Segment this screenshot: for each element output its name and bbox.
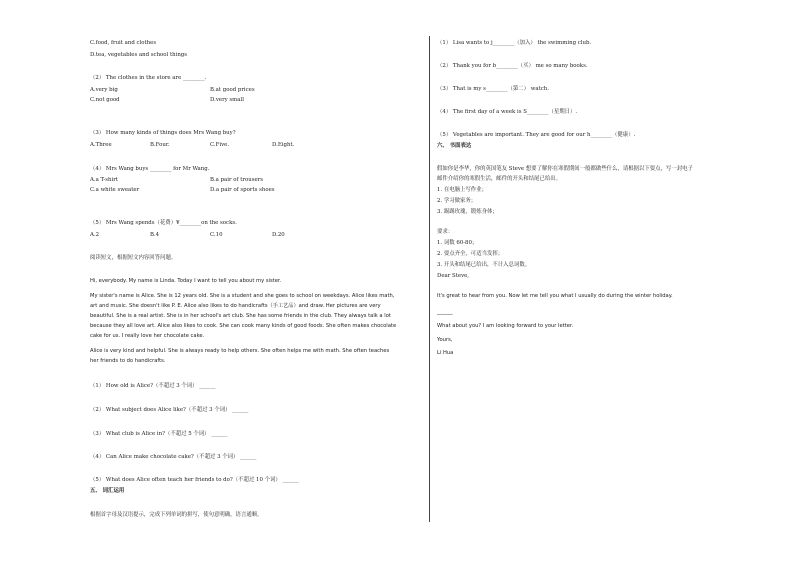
passage-line-5: because they all love art. Alice also likes to cook. She can cook many kinds of good foods. She often makes chocolate [90,323,397,329]
q1-option-c: C.food, fruit and clothes [90,40,157,46]
passage-line-6: cake for us. I really love her chocolate cake. [90,333,205,339]
writing-point-3: 3. 踢踢玫瑰，锻炼身体； [437,209,498,215]
writing-point-2: 2. 学习做家务； [437,198,477,204]
vocab-question-5: （5） Vegetables are important. They are good for our h________（健康）. [437,132,636,138]
section-5-title: 五、 词汇运用 [90,488,125,494]
reading-instruction: 阅读短文，根据短文内容回答问题。 [90,255,177,261]
q3-option-d: D.Eight. [272,142,295,148]
passage-line-1: Hi, everybody. My name is Linda. Today I want to tell you about my sister. [90,278,282,284]
q4-option-b: B.a pair of trousers [210,177,263,183]
q3-option-b: B.Four. [150,142,170,148]
vocab-question-4: （4） The first day of a week is S________（星期日）. [437,109,578,115]
letter-opening: It's great to hear from you. Now let me tell you what I usually do during the winter holiday. [437,293,673,299]
q5-option-c: C.10 [210,232,223,238]
vocab-question-1: （1） Lisa wants to j________（加入） the swimming club. [437,40,592,46]
q5-option-b: B.4 [150,232,160,238]
reading-question-5: （5） What does Alice often teach her friends to do?（不超过 10 个词） ______ [90,477,299,483]
letter-blank: ______ [437,309,453,315]
q2-option-d: D.very small [210,97,244,103]
q4-option-c: C.a white sweater [90,187,140,193]
q5-stem: （5） Mrs Wang spends（花费）¥________on the socks. [90,220,237,226]
passage-line-2: My sister's name is Alice. She is 12 years old. She is a student and she goes to school on weekdays. Alice likes math, [90,293,395,299]
q2-option-a: A.very big [90,87,118,93]
q2-option-b: B.at good prices [210,87,255,93]
writing-prompt-line-2: 邮件介绍你的寒假生活，邮件的开头和结尾已给出。 [437,176,561,182]
q5-option-a: A.2 [90,232,100,238]
requirements-title: 要求： [437,229,454,235]
column-divider [429,36,430,522]
q4-stem: （4） Mrs Wang buys ________ for Mr Wang. [90,166,210,172]
writing-point-1: 1. 在电脑上写作业； [437,187,487,193]
passage-line-8: her friends to do handicrafts. [90,358,166,364]
q1-option-d: D.tea, vegetables and school things [90,52,188,58]
requirement-3: 3. 开头和结尾已给出，不计入总词数。 [437,262,531,268]
q2-stem: （2） The clothes in the store are ________. [90,75,207,81]
writing-prompt-line-1: 假如你是李华，你的英国笔友 Steve 想要了解你在寒假期间一般都做些什么，请根据以下要点，写一封电子 [437,166,693,172]
reading-question-3: （3） What club is Alice in?（不超过 5 个词） ______ [90,431,228,437]
passage-line-7: Alice is very kind and helpful. She is always ready to help others. She often helps me with math. She often teaches [90,348,390,354]
reading-question-1: （1） How old is Alice?（不超过 3 个词） ______ [90,383,216,389]
letter-closing-question: What about you? I am looking forward to your letter. [437,323,574,329]
reading-question-4: （4） Can Alice make chocolate cake?（不超过 3 个词） ______ [90,454,257,460]
section-6-title: 六、 书面表达 [437,143,472,149]
vocab-question-3: （3） That is my s________（第二） watch. [437,86,549,92]
reading-question-2: （2） What subject does Alice like?（不超过 3 个词） ______ [90,407,249,413]
q5-option-d: D.20 [272,232,285,238]
vocab-question-2: （2） Thank you for b________（买） me so many books. [437,63,588,69]
q3-option-c: C.Five. [210,142,230,148]
letter-name: Li Hua [437,350,454,356]
q4-option-a: A.a T-shirt [90,177,118,183]
section-5-instruction: 根据首字母及汉语提示，完成下列单词的拼写，使句意明确，语言通顺。 [90,512,263,518]
passage-line-3: art and music. She doesn't like P. E. Alice also likes to do handicrafts（手工艺品）and draw. Her pictures are very [90,303,381,309]
q4-option-d: D.a pair of sports shoes [210,187,275,193]
q3-option-a: A.Three [90,142,112,148]
passage-line-4: beautiful. She is a real artist. She is in her school's art club. She has some friends in the club. They always talk a lot [90,313,391,319]
letter-greeting: Dear Steve, [437,273,470,279]
requirement-1: 1. 词数 60-80； [437,240,478,246]
requirement-2: 2. 要点齐全，可适当发挥； [437,251,504,257]
q3-stem: （3） How many kinds of things does Mrs Wang buy? [90,130,236,136]
letter-signoff: Yours, [437,337,453,343]
q2-option-c: C.not good [90,97,120,103]
